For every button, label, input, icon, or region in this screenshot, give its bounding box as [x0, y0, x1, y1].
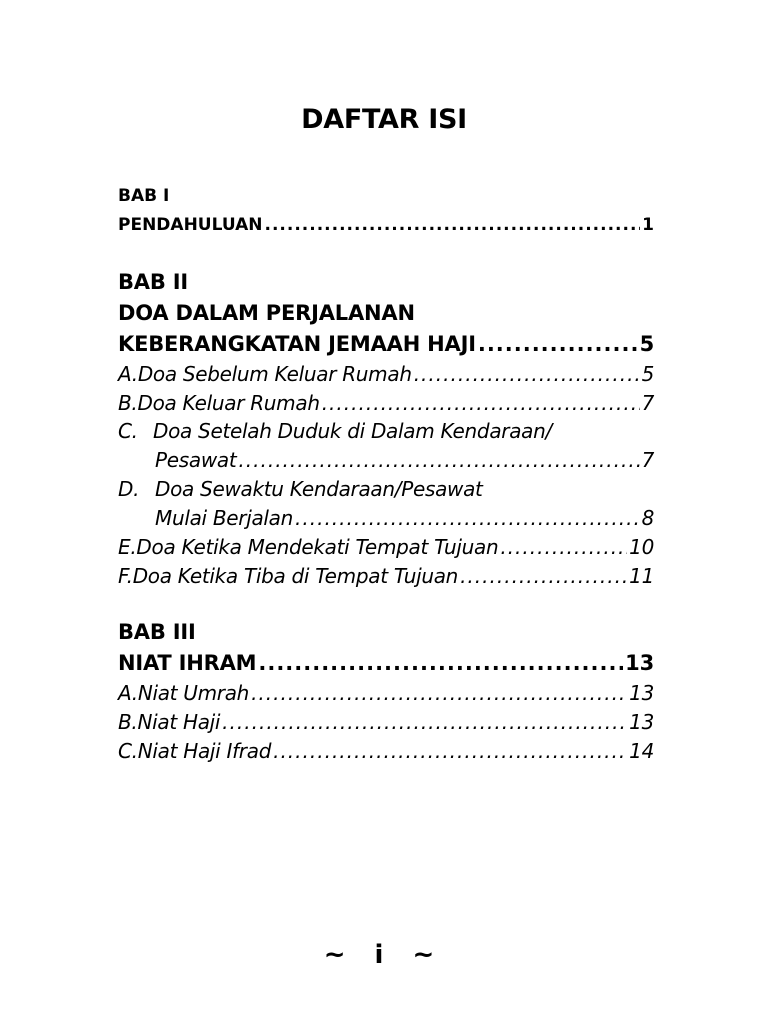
- toc-entry-bab3-a[interactable]: [118, 681, 654, 705]
- toc-entry-page: 13: [629, 710, 654, 734]
- bab2-label: BAB II: [118, 270, 189, 294]
- toc-entry-page: 8: [641, 506, 654, 530]
- toc-entry-title: Doa Ketika Tiba di Tempat Tujuan: [132, 564, 459, 588]
- dot-leader: [295, 506, 640, 530]
- dot-leader: [273, 739, 627, 763]
- toc-entry-title: Mulai Berjalan: [155, 506, 294, 530]
- bab1-label: BAB I: [118, 186, 170, 206]
- toc-entry-bab2[interactable]: [118, 332, 654, 356]
- item-letter: A.: [118, 681, 138, 705]
- toc-entry-title: Doa Keluar Rumah: [137, 391, 320, 415]
- toc-entry-bab2-c-line2[interactable]: [155, 448, 654, 472]
- toc-entry-title: Niat Haji: [137, 710, 221, 734]
- dot-leader: [478, 332, 638, 356]
- toc-entry-bab2-d-line2[interactable]: [155, 506, 654, 530]
- dot-leader: [265, 215, 641, 235]
- toc-entry-page: 7: [641, 448, 654, 472]
- toc-entry-page: 11: [629, 564, 654, 588]
- toc-entry-title: Niat Haji Ifrad: [137, 739, 272, 763]
- toc-entry-title: KEBERANGKATAN JEMAAH HAJI: [118, 332, 476, 356]
- toc-entry-page: 13: [625, 651, 654, 675]
- item-letter: C.: [118, 739, 138, 763]
- item-letter: E.: [118, 535, 137, 559]
- toc-entry-title: Doa Sebelum Keluar Rumah: [137, 362, 412, 386]
- dot-leader: [251, 681, 627, 705]
- page-number: ~ i ~: [323, 940, 445, 970]
- dot-leader: [322, 391, 640, 415]
- toc-entry-page: 7: [641, 391, 654, 415]
- toc-entry-bab2-c-line1[interactable]: [118, 419, 552, 443]
- bab3-label: BAB III: [118, 620, 196, 644]
- toc-entry-page: 5: [641, 362, 654, 386]
- page-title: DAFTAR ISI: [301, 104, 467, 135]
- item-letter: F.: [118, 564, 133, 588]
- toc-entry-bab3-c[interactable]: [118, 739, 654, 763]
- item-letter: B.: [118, 391, 138, 415]
- toc-entry-bab2-f[interactable]: [118, 564, 654, 588]
- toc-entry-page: 14: [629, 739, 654, 763]
- toc-entry-page: 10: [629, 535, 654, 559]
- toc-entry-title: Doa Setelah Duduk di Dalam Kendaraan/: [153, 419, 552, 443]
- item-letter: A.: [118, 362, 138, 386]
- toc-entry-page: 5: [639, 332, 654, 356]
- toc-entry-title: Doa Ketika Mendekati Tempat Tujuan: [136, 535, 499, 559]
- bab2-heading-line1: DOA DALAM PERJALANAN: [118, 301, 415, 325]
- toc-entry-title: Doa Sewaktu Kendaraan/Pesawat: [155, 477, 483, 501]
- toc-entry-title: PENDAHULUAN: [118, 215, 263, 235]
- dot-leader: [238, 448, 639, 472]
- toc-entry-pendahuluan[interactable]: [118, 215, 654, 235]
- dot-leader: [222, 710, 627, 734]
- toc-entry-page: 13: [629, 681, 654, 705]
- toc-entry-title: Niat Umrah: [137, 681, 250, 705]
- toc-entry-bab2-d-line1[interactable]: [118, 477, 483, 501]
- toc-entry-bab3-b[interactable]: [118, 710, 654, 734]
- item-letter: B.: [118, 710, 138, 734]
- dot-leader: [500, 535, 627, 559]
- dot-leader: [460, 564, 627, 588]
- item-letter: C.: [118, 419, 138, 443]
- toc-entry-bab3[interactable]: [118, 651, 654, 675]
- toc-entry-title: NIAT IHRAM: [118, 651, 257, 675]
- toc-entry-page: 1: [642, 215, 654, 235]
- item-letter: D.: [118, 477, 140, 501]
- toc-entry-bab2-b[interactable]: [118, 391, 654, 415]
- toc-entry-title: Pesawat: [155, 448, 237, 472]
- dot-leader: [414, 362, 640, 386]
- dot-leader: [258, 651, 623, 675]
- toc-entry-bab2-e[interactable]: [118, 535, 654, 559]
- toc-entry-bab2-a[interactable]: [118, 362, 654, 386]
